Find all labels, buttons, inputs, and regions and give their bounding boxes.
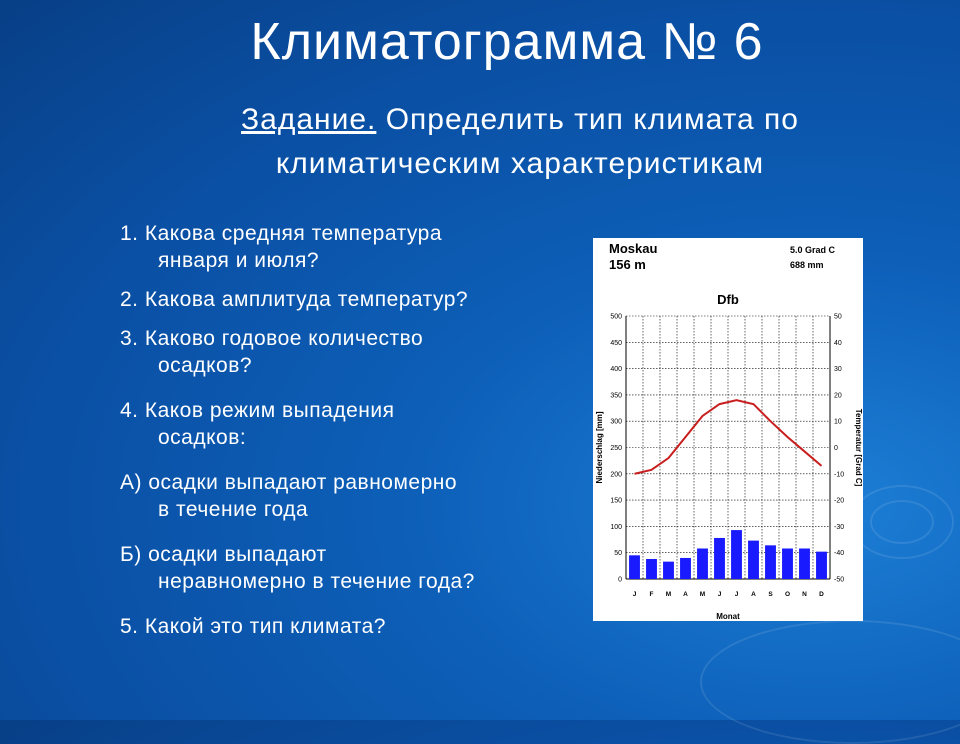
y-tick-label-left: 400 [610, 366, 622, 374]
question-text: 2. Какова амплитуда температур? [120, 288, 469, 311]
station-name: Moskau [609, 241, 658, 256]
y-axis-label-left: Niederschlag [mm] [595, 411, 604, 484]
task-text-line-2: климатическим характеристикам [275, 147, 765, 180]
x-axis-label: Monat [716, 612, 740, 621]
month-label: F [649, 591, 654, 598]
y-tick-label-left: 100 [610, 523, 622, 531]
y-tick-label-right: -50 [834, 576, 845, 584]
question-text: 3. Каково годовое количество [120, 327, 424, 350]
precipitation-bar [646, 559, 657, 579]
question-text-continued: неравномерно в течение года? [158, 570, 475, 593]
question-text-continued: осадков: [158, 426, 247, 449]
climate-chart [593, 238, 863, 621]
question-item [120, 286, 540, 313]
y-tick-label-left: 350 [610, 392, 622, 400]
precipitation-bar [816, 552, 827, 579]
question-text: 5. Какой это тип климата? [120, 615, 386, 638]
question-item [120, 469, 540, 523]
task-text-line-1: Определить тип климата по [376, 103, 799, 136]
ripple-decoration [850, 485, 954, 559]
question-text-continued: в течение года [158, 498, 309, 521]
y-tick-label-right: -20 [834, 497, 845, 505]
month-label: D [819, 591, 824, 598]
question-list [120, 220, 540, 652]
y-tick-label-right: 10 [834, 418, 842, 426]
question-item [120, 325, 540, 379]
question-text: 1. Какова средняя температура [120, 222, 443, 245]
question-item [120, 397, 540, 451]
month-label: A [683, 591, 688, 598]
month-label: J [734, 591, 739, 598]
y-tick-label-left: 50 [614, 550, 622, 558]
task-label: Задание. [241, 103, 377, 136]
y-tick-label-right: -30 [834, 523, 845, 531]
slide-title: Климатограмма № 6 [250, 13, 764, 71]
ripple-decoration [700, 620, 960, 744]
y-tick-label-right: 0 [834, 445, 838, 452]
question-text-continued: осадков? [158, 354, 253, 377]
y-tick-label-left: 150 [610, 497, 622, 505]
annual-precipitation: 688 mm [790, 260, 824, 270]
y-tick-label-left: 450 [610, 339, 622, 347]
y-tick-label-right: 20 [834, 392, 842, 400]
month-label: J [632, 591, 637, 598]
station-elevation: 156 m [609, 257, 646, 272]
y-tick-label-right: -40 [834, 550, 845, 558]
month-label: S [768, 591, 773, 598]
y-tick-label-right: 50 [834, 313, 842, 321]
y-tick-label-left: 300 [610, 418, 622, 426]
month-label: M [665, 591, 672, 598]
precipitation-bar [680, 558, 691, 579]
y-axis-label-right: Temperatur [Grad C] [854, 408, 863, 487]
mean-temperature: 5.0 Grad C [790, 245, 836, 255]
chart-title: Dfb [717, 292, 739, 307]
y-tick-label-right: 30 [834, 366, 842, 374]
y-tick-label-left: 250 [610, 445, 622, 452]
y-tick-label-left: 200 [610, 471, 622, 479]
task-text [140, 98, 900, 186]
y-tick-label-right: 40 [834, 339, 842, 347]
question-item [120, 613, 540, 640]
precipitation-bar [629, 555, 640, 579]
y-tick-label-left: 500 [610, 313, 622, 321]
y-tick-label-right: -10 [834, 471, 845, 479]
precipitation-bar [748, 541, 759, 579]
precipitation-bar [697, 548, 708, 579]
chart-plot [593, 238, 863, 621]
question-text-continued: января и июля? [158, 249, 320, 272]
question-item [120, 541, 540, 595]
question-text: Б) осадки выпадают [120, 543, 327, 566]
precipitation-bar [731, 530, 742, 579]
precipitation-bar [714, 538, 725, 579]
y-tick-label-left: 0 [618, 576, 622, 584]
month-label: J [717, 591, 722, 598]
precipitation-bar [799, 548, 810, 579]
precipitation-bar [663, 562, 674, 579]
precipitation-bar [765, 545, 776, 579]
month-label: A [751, 591, 756, 598]
month-label: O [784, 591, 791, 598]
question-text: А) осадки выпадают равномерно [120, 471, 458, 494]
month-label: M [699, 591, 706, 598]
month-label: N [802, 591, 807, 598]
question-text: 4. Каков режим выпадения [120, 399, 395, 422]
precipitation-bar [782, 548, 793, 579]
question-item [120, 220, 540, 274]
